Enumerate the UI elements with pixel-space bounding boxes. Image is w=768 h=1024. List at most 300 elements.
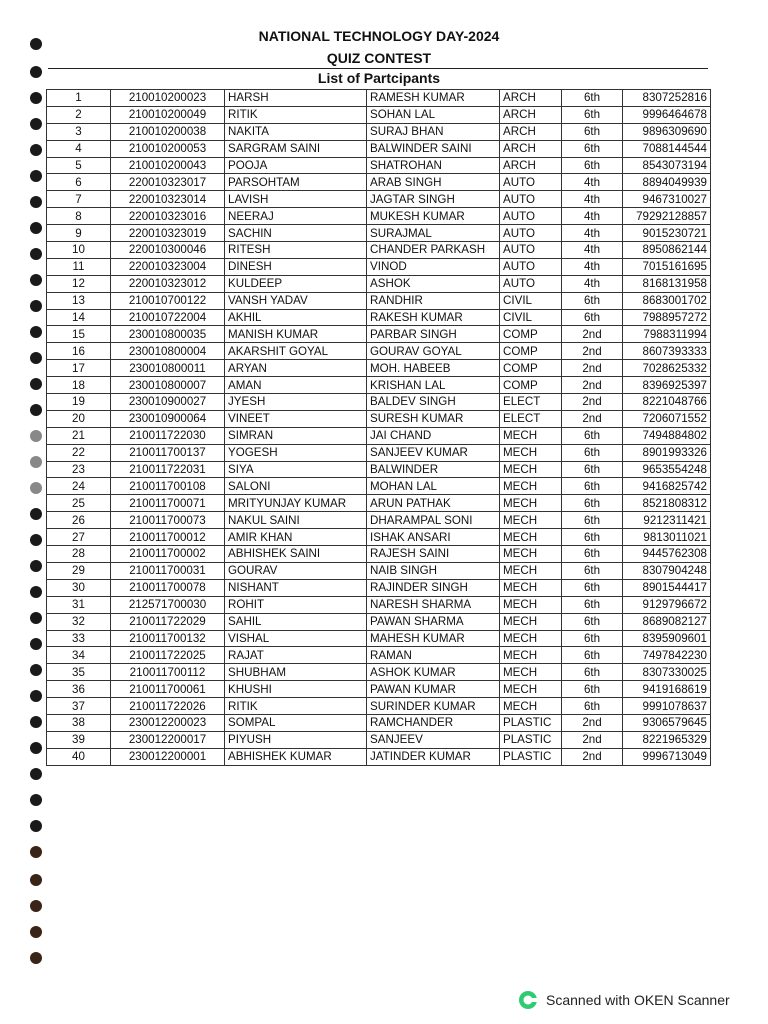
serial-number-cell: 37 bbox=[47, 698, 111, 715]
phone-number-cell: 9212311421 bbox=[623, 512, 711, 529]
phone-number-cell: 9015230721 bbox=[623, 225, 711, 242]
phone-number-cell: 9467310027 bbox=[623, 191, 711, 208]
semester-cell: 6th bbox=[562, 106, 623, 123]
roll-number-cell: 210010200038 bbox=[111, 123, 225, 140]
student-name-cell: ARYAN bbox=[225, 360, 367, 377]
roll-number-cell: 230012200023 bbox=[111, 714, 225, 731]
semester-cell: 2nd bbox=[562, 377, 623, 394]
phone-number-cell: 8396925397 bbox=[623, 377, 711, 394]
student-name-cell: KHUSHI bbox=[225, 681, 367, 698]
branch-cell: MECH bbox=[500, 579, 562, 596]
punch-hole bbox=[30, 846, 42, 858]
roll-number-cell: 210011700073 bbox=[111, 512, 225, 529]
roll-number-cell: 212571700030 bbox=[111, 596, 225, 613]
table-row bbox=[47, 292, 711, 309]
roll-number-cell: 210011722026 bbox=[111, 698, 225, 715]
father-name-cell: RANDHIR bbox=[367, 292, 500, 309]
punch-hole bbox=[30, 118, 42, 130]
father-name-cell: RAJINDER SINGH bbox=[367, 579, 500, 596]
father-name-cell: JAI CHAND bbox=[367, 427, 500, 444]
punch-hole bbox=[30, 66, 42, 78]
roll-number-cell: 230010800004 bbox=[111, 343, 225, 360]
branch-cell: CIVIL bbox=[500, 292, 562, 309]
branch-cell: AUTO bbox=[500, 258, 562, 275]
semester-cell: 6th bbox=[562, 292, 623, 309]
punch-hole bbox=[30, 222, 42, 234]
table-row bbox=[47, 394, 711, 411]
page-title: NATIONAL TECHNOLOGY DAY-2024 bbox=[258, 28, 500, 44]
phone-number-cell: 9129796672 bbox=[623, 596, 711, 613]
serial-number-cell: 32 bbox=[47, 613, 111, 630]
phone-number-cell: 8221965329 bbox=[623, 731, 711, 748]
punch-hole bbox=[30, 586, 42, 598]
punch-hole bbox=[30, 326, 42, 338]
phone-number-cell: 9416825742 bbox=[623, 478, 711, 495]
table-row bbox=[47, 613, 711, 630]
header-rule bbox=[48, 68, 708, 69]
phone-number-cell: 7206071552 bbox=[623, 410, 711, 427]
roll-number-cell: 230012200017 bbox=[111, 731, 225, 748]
roll-number-cell: 210011722029 bbox=[111, 613, 225, 630]
table-row bbox=[47, 444, 711, 461]
serial-number-cell: 23 bbox=[47, 461, 111, 478]
student-name-cell: DINESH bbox=[225, 258, 367, 275]
table-row bbox=[47, 596, 711, 613]
semester-cell: 6th bbox=[562, 444, 623, 461]
student-name-cell: AKHIL bbox=[225, 309, 367, 326]
roll-number-cell: 220010323012 bbox=[111, 275, 225, 292]
semester-cell: 4th bbox=[562, 258, 623, 275]
semester-cell: 6th bbox=[562, 546, 623, 563]
semester-cell: 2nd bbox=[562, 748, 623, 765]
semester-cell: 2nd bbox=[562, 360, 623, 377]
father-name-cell: ARAB SINGH bbox=[367, 174, 500, 191]
phone-number-cell: 7028625332 bbox=[623, 360, 711, 377]
branch-cell: AUTO bbox=[500, 225, 562, 242]
serial-number-cell: 20 bbox=[47, 410, 111, 427]
roll-number-cell: 210011722031 bbox=[111, 461, 225, 478]
branch-cell: PLASTIC bbox=[500, 748, 562, 765]
semester-cell: 6th bbox=[562, 613, 623, 630]
serial-number-cell: 40 bbox=[47, 748, 111, 765]
branch-cell: MECH bbox=[500, 630, 562, 647]
punch-hole bbox=[30, 404, 42, 416]
father-name-cell: SURINDER KUMAR bbox=[367, 698, 500, 715]
student-name-cell: GOURAV bbox=[225, 562, 367, 579]
phone-number-cell: 7988957272 bbox=[623, 309, 711, 326]
student-name-cell: NAKUL SAINI bbox=[225, 512, 367, 529]
father-name-cell: DHARAMPAL SONI bbox=[367, 512, 500, 529]
phone-number-cell: 8168131958 bbox=[623, 275, 711, 292]
student-name-cell: ABHISHEK KUMAR bbox=[225, 748, 367, 765]
roll-number-cell: 220010323019 bbox=[111, 225, 225, 242]
roll-number-cell: 220010300046 bbox=[111, 242, 225, 259]
phone-number-cell: 8901993326 bbox=[623, 444, 711, 461]
branch-cell: MECH bbox=[500, 444, 562, 461]
father-name-cell: SANJEEV KUMAR bbox=[367, 444, 500, 461]
serial-number-cell: 11 bbox=[47, 258, 111, 275]
serial-number-cell: 14 bbox=[47, 309, 111, 326]
semester-cell: 6th bbox=[562, 495, 623, 512]
serial-number-cell: 9 bbox=[47, 225, 111, 242]
punch-hole bbox=[30, 300, 42, 312]
phone-number-cell: 8894049939 bbox=[623, 174, 711, 191]
semester-cell: 6th bbox=[562, 123, 623, 140]
punch-hole bbox=[30, 508, 42, 520]
roll-number-cell: 210010200053 bbox=[111, 140, 225, 157]
semester-cell: 2nd bbox=[562, 343, 623, 360]
semester-cell: 6th bbox=[562, 698, 623, 715]
serial-number-cell: 16 bbox=[47, 343, 111, 360]
father-name-cell: CHANDER PARKASH bbox=[367, 242, 500, 259]
oken-scanner-logo-icon bbox=[518, 990, 538, 1010]
semester-cell: 6th bbox=[562, 562, 623, 579]
table-row bbox=[47, 731, 711, 748]
semester-cell: 6th bbox=[562, 529, 623, 546]
punch-hole bbox=[30, 274, 42, 286]
phone-number-cell: 9419168619 bbox=[623, 681, 711, 698]
branch-cell: MECH bbox=[500, 596, 562, 613]
student-name-cell: VISHAL bbox=[225, 630, 367, 647]
branch-cell: MECH bbox=[500, 461, 562, 478]
semester-cell: 4th bbox=[562, 275, 623, 292]
roll-number-cell: 210011700002 bbox=[111, 546, 225, 563]
punch-hole bbox=[30, 926, 42, 938]
branch-cell: ARCH bbox=[500, 90, 562, 107]
serial-number-cell: 8 bbox=[47, 208, 111, 225]
student-name-cell: AMAN bbox=[225, 377, 367, 394]
father-name-cell: RAJESH SAINI bbox=[367, 546, 500, 563]
phone-number-cell: 8689082127 bbox=[623, 613, 711, 630]
punch-hole bbox=[30, 874, 42, 886]
roll-number-cell: 210011700132 bbox=[111, 630, 225, 647]
student-name-cell: YOGESH bbox=[225, 444, 367, 461]
punch-hole bbox=[30, 92, 42, 104]
branch-cell: COMP bbox=[500, 360, 562, 377]
table-row bbox=[47, 495, 711, 512]
participants-table bbox=[46, 89, 711, 766]
student-name-cell: KULDEEP bbox=[225, 275, 367, 292]
roll-number-cell: 210011700061 bbox=[111, 681, 225, 698]
table-row bbox=[47, 343, 711, 360]
serial-number-cell: 36 bbox=[47, 681, 111, 698]
father-name-cell: MOH. HABEEB bbox=[367, 360, 500, 377]
semester-cell: 2nd bbox=[562, 410, 623, 427]
phone-number-cell: 8307252816 bbox=[623, 90, 711, 107]
student-name-cell: SALONI bbox=[225, 478, 367, 495]
branch-cell: PLASTIC bbox=[500, 714, 562, 731]
student-name-cell: SOMPAL bbox=[225, 714, 367, 731]
branch-cell: ARCH bbox=[500, 157, 562, 174]
semester-cell: 6th bbox=[562, 664, 623, 681]
serial-number-cell: 29 bbox=[47, 562, 111, 579]
semester-cell: 6th bbox=[562, 309, 623, 326]
roll-number-cell: 210011722030 bbox=[111, 427, 225, 444]
table-row bbox=[47, 258, 711, 275]
punch-hole bbox=[30, 38, 42, 50]
serial-number-cell: 28 bbox=[47, 546, 111, 563]
phone-number-cell: 9896309690 bbox=[623, 123, 711, 140]
punch-hole bbox=[30, 716, 42, 728]
roll-number-cell: 220010323014 bbox=[111, 191, 225, 208]
branch-cell: MECH bbox=[500, 698, 562, 715]
father-name-cell: PAWAN KUMAR bbox=[367, 681, 500, 698]
table-row bbox=[47, 562, 711, 579]
table-row bbox=[47, 579, 711, 596]
table-row bbox=[47, 714, 711, 731]
branch-cell: AUTO bbox=[500, 191, 562, 208]
semester-cell: 6th bbox=[562, 461, 623, 478]
father-name-cell: BALWINDER SAINI bbox=[367, 140, 500, 157]
branch-cell: COMP bbox=[500, 326, 562, 343]
student-name-cell: ROHIT bbox=[225, 596, 367, 613]
phone-number-cell: 8950862144 bbox=[623, 242, 711, 259]
semester-cell: 6th bbox=[562, 512, 623, 529]
semester-cell: 6th bbox=[562, 630, 623, 647]
semester-cell: 4th bbox=[562, 174, 623, 191]
roll-number-cell: 230010900064 bbox=[111, 410, 225, 427]
table-row bbox=[47, 427, 711, 444]
father-name-cell: ARUN PATHAK bbox=[367, 495, 500, 512]
punch-hole bbox=[30, 794, 42, 806]
branch-cell: MECH bbox=[500, 664, 562, 681]
father-name-cell: ASHOK bbox=[367, 275, 500, 292]
serial-number-cell: 3 bbox=[47, 123, 111, 140]
serial-number-cell: 22 bbox=[47, 444, 111, 461]
branch-cell: ARCH bbox=[500, 140, 562, 157]
semester-cell: 4th bbox=[562, 242, 623, 259]
table-row bbox=[47, 275, 711, 292]
serial-number-cell: 19 bbox=[47, 394, 111, 411]
punch-hole bbox=[30, 638, 42, 650]
phone-number-cell: 8607393333 bbox=[623, 343, 711, 360]
semester-cell: 6th bbox=[562, 90, 623, 107]
father-name-cell: SURESH KUMAR bbox=[367, 410, 500, 427]
student-name-cell: SARGRAM SAINI bbox=[225, 140, 367, 157]
semester-cell: 4th bbox=[562, 225, 623, 242]
father-name-cell: ASHOK KUMAR bbox=[367, 664, 500, 681]
student-name-cell: NISHANT bbox=[225, 579, 367, 596]
roll-number-cell: 220010323016 bbox=[111, 208, 225, 225]
serial-number-cell: 17 bbox=[47, 360, 111, 377]
table-row bbox=[47, 157, 711, 174]
phone-number-cell: 7088144544 bbox=[623, 140, 711, 157]
father-name-cell: MUKESH KUMAR bbox=[367, 208, 500, 225]
branch-cell: MECH bbox=[500, 681, 562, 698]
semester-cell: 4th bbox=[562, 208, 623, 225]
father-name-cell: JATINDER KUMAR bbox=[367, 748, 500, 765]
branch-cell: MECH bbox=[500, 613, 562, 630]
table-row bbox=[47, 698, 711, 715]
branch-cell: ELECT bbox=[500, 410, 562, 427]
father-name-cell: SURAJ BHAN bbox=[367, 123, 500, 140]
table-row bbox=[47, 478, 711, 495]
student-name-cell: RITIK bbox=[225, 698, 367, 715]
student-name-cell: SAHIL bbox=[225, 613, 367, 630]
student-name-cell: NEERAJ bbox=[225, 208, 367, 225]
table-row bbox=[47, 681, 711, 698]
table-row bbox=[47, 326, 711, 343]
father-name-cell: SHATROHAN bbox=[367, 157, 500, 174]
table-row bbox=[47, 512, 711, 529]
punch-hole bbox=[30, 534, 42, 546]
semester-cell: 2nd bbox=[562, 326, 623, 343]
punch-hole bbox=[30, 378, 42, 390]
student-name-cell: RITESH bbox=[225, 242, 367, 259]
semester-cell: 6th bbox=[562, 478, 623, 495]
table-row bbox=[47, 748, 711, 765]
semester-cell: 6th bbox=[562, 596, 623, 613]
father-name-cell: PAWAN SHARMA bbox=[367, 613, 500, 630]
roll-number-cell: 220010323017 bbox=[111, 174, 225, 191]
serial-number-cell: 33 bbox=[47, 630, 111, 647]
punch-hole bbox=[30, 430, 42, 442]
table-row bbox=[47, 647, 711, 664]
branch-cell: AUTO bbox=[500, 242, 562, 259]
roll-number-cell: 210010722004 bbox=[111, 309, 225, 326]
branch-cell: MECH bbox=[500, 495, 562, 512]
phone-number-cell: 8221048766 bbox=[623, 394, 711, 411]
serial-number-cell: 31 bbox=[47, 596, 111, 613]
roll-number-cell: 210010200049 bbox=[111, 106, 225, 123]
list-heading: List of Partcipants bbox=[317, 70, 441, 86]
semester-cell: 6th bbox=[562, 157, 623, 174]
father-name-cell: KRISHAN LAL bbox=[367, 377, 500, 394]
student-name-cell: PIYUSH bbox=[225, 731, 367, 748]
phone-number-cell: 9306579645 bbox=[623, 714, 711, 731]
table-row bbox=[47, 410, 711, 427]
table-row bbox=[47, 377, 711, 394]
branch-cell: AUTO bbox=[500, 275, 562, 292]
branch-cell: MECH bbox=[500, 478, 562, 495]
roll-number-cell: 210010700122 bbox=[111, 292, 225, 309]
phone-number-cell: 8307330025 bbox=[623, 664, 711, 681]
father-name-cell: GOURAV GOYAL bbox=[367, 343, 500, 360]
participants-table-body bbox=[47, 90, 711, 766]
serial-number-cell: 34 bbox=[47, 647, 111, 664]
father-name-cell: ISHAK ANSARI bbox=[367, 529, 500, 546]
student-name-cell: PARSOHTAM bbox=[225, 174, 367, 191]
branch-cell: ARCH bbox=[500, 123, 562, 140]
branch-cell: ELECT bbox=[500, 394, 562, 411]
student-name-cell: JYESH bbox=[225, 394, 367, 411]
serial-number-cell: 1 bbox=[47, 90, 111, 107]
serial-number-cell: 12 bbox=[47, 275, 111, 292]
table-row bbox=[47, 309, 711, 326]
table-row bbox=[47, 546, 711, 563]
father-name-cell: SURAJMAL bbox=[367, 225, 500, 242]
punch-hole bbox=[30, 248, 42, 260]
roll-number-cell: 230010800007 bbox=[111, 377, 225, 394]
father-name-cell: NARESH SHARMA bbox=[367, 596, 500, 613]
father-name-cell: SOHAN LAL bbox=[367, 106, 500, 123]
student-name-cell: MRITYUNJAY KUMAR bbox=[225, 495, 367, 512]
phone-number-cell: 9813011021 bbox=[623, 529, 711, 546]
semester-cell: 6th bbox=[562, 140, 623, 157]
table-row bbox=[47, 529, 711, 546]
punch-hole bbox=[30, 664, 42, 676]
serial-number-cell: 25 bbox=[47, 495, 111, 512]
page-subtitle: QUIZ CONTEST bbox=[326, 50, 432, 66]
student-name-cell: VANSH YADAV bbox=[225, 292, 367, 309]
semester-cell: 6th bbox=[562, 681, 623, 698]
student-name-cell: SIMRAN bbox=[225, 427, 367, 444]
table-row bbox=[47, 174, 711, 191]
punch-hole bbox=[30, 820, 42, 832]
student-name-cell: SACHIN bbox=[225, 225, 367, 242]
semester-cell: 2nd bbox=[562, 731, 623, 748]
phone-number-cell: 8901544417 bbox=[623, 579, 711, 596]
serial-number-cell: 21 bbox=[47, 427, 111, 444]
roll-number-cell: 230010800011 bbox=[111, 360, 225, 377]
branch-cell: MECH bbox=[500, 647, 562, 664]
punch-hole bbox=[30, 900, 42, 912]
student-name-cell: VINEET bbox=[225, 410, 367, 427]
father-name-cell: VINOD bbox=[367, 258, 500, 275]
table-row bbox=[47, 461, 711, 478]
student-name-cell: SIYA bbox=[225, 461, 367, 478]
table-row bbox=[47, 106, 711, 123]
serial-number-cell: 2 bbox=[47, 106, 111, 123]
serial-number-cell: 10 bbox=[47, 242, 111, 259]
serial-number-cell: 26 bbox=[47, 512, 111, 529]
phone-number-cell: 7497842230 bbox=[623, 647, 711, 664]
serial-number-cell: 6 bbox=[47, 174, 111, 191]
father-name-cell: RAMCHANDER bbox=[367, 714, 500, 731]
student-name-cell: AMIR KHAN bbox=[225, 529, 367, 546]
serial-number-cell: 5 bbox=[47, 157, 111, 174]
punch-hole bbox=[30, 768, 42, 780]
table-row bbox=[47, 123, 711, 140]
semester-cell: 2nd bbox=[562, 714, 623, 731]
student-name-cell: RITIK bbox=[225, 106, 367, 123]
phone-number-cell: 9996464678 bbox=[623, 106, 711, 123]
branch-cell: MECH bbox=[500, 562, 562, 579]
serial-number-cell: 27 bbox=[47, 529, 111, 546]
roll-number-cell: 210011700071 bbox=[111, 495, 225, 512]
phone-number-cell: 7015161695 bbox=[623, 258, 711, 275]
serial-number-cell: 35 bbox=[47, 664, 111, 681]
roll-number-cell: 210011700108 bbox=[111, 478, 225, 495]
phone-number-cell: 8307904248 bbox=[623, 562, 711, 579]
branch-cell: AUTO bbox=[500, 208, 562, 225]
father-name-cell: BALWINDER bbox=[367, 461, 500, 478]
punch-hole bbox=[30, 742, 42, 754]
student-name-cell: MANISH KUMAR bbox=[225, 326, 367, 343]
roll-number-cell: 220010323004 bbox=[111, 258, 225, 275]
roll-number-cell: 230010800035 bbox=[111, 326, 225, 343]
father-name-cell: JAGTAR SINGH bbox=[367, 191, 500, 208]
branch-cell: COMP bbox=[500, 377, 562, 394]
roll-number-cell: 210011700012 bbox=[111, 529, 225, 546]
phone-number-cell: 9445762308 bbox=[623, 546, 711, 563]
roll-number-cell: 210011700137 bbox=[111, 444, 225, 461]
punch-hole bbox=[30, 482, 42, 494]
scanner-text: Scanned with OKEN Scanner bbox=[546, 992, 730, 1008]
roll-number-cell: 210011700031 bbox=[111, 562, 225, 579]
roll-number-cell: 210011700112 bbox=[111, 664, 225, 681]
serial-number-cell: 4 bbox=[47, 140, 111, 157]
table-row bbox=[47, 664, 711, 681]
branch-cell: COMP bbox=[500, 343, 562, 360]
roll-number-cell: 210010200023 bbox=[111, 90, 225, 107]
semester-cell: 4th bbox=[562, 191, 623, 208]
phone-number-cell: 79292128857 bbox=[623, 208, 711, 225]
table-row bbox=[47, 140, 711, 157]
student-name-cell: ABHISHEK SAINI bbox=[225, 546, 367, 563]
phone-number-cell: 9991078637 bbox=[623, 698, 711, 715]
punch-hole bbox=[30, 612, 42, 624]
